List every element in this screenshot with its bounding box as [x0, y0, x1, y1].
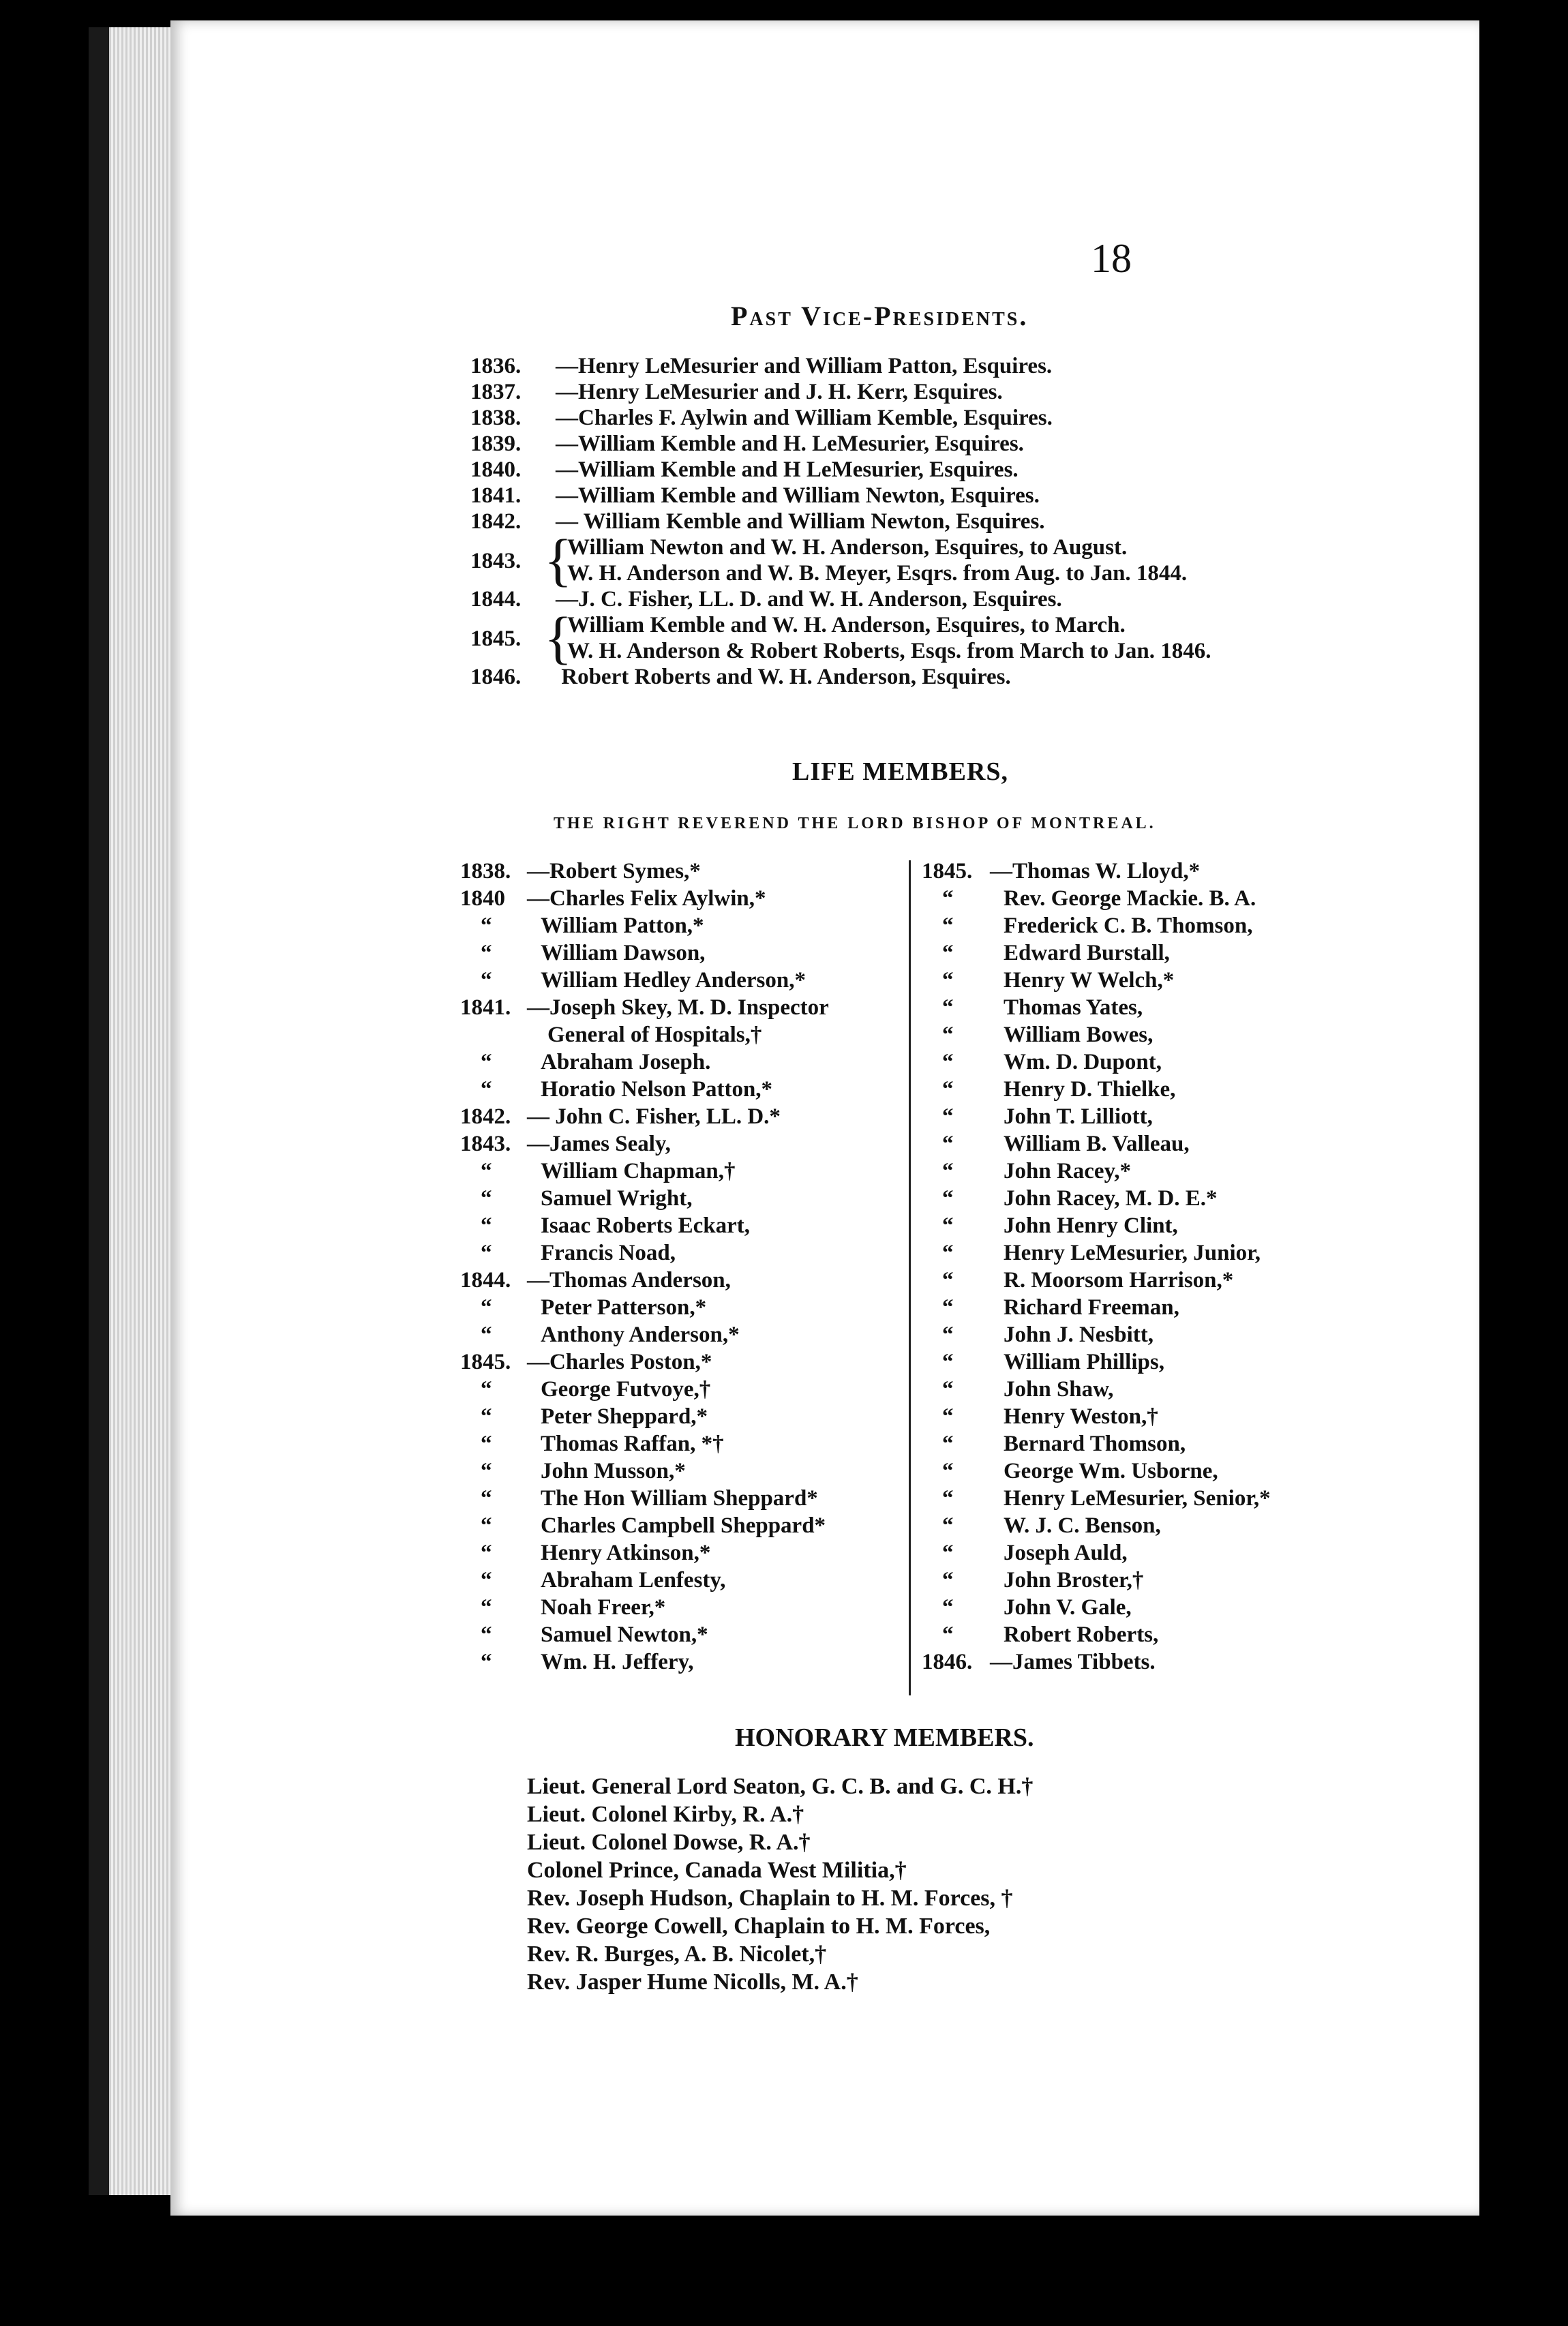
member-name: George Futvoye,† — [541, 1377, 711, 1402]
member-row — [922, 1021, 1453, 1048]
member-name: John Racey, M. D. E.* — [1004, 1186, 1218, 1211]
member-year: “ — [481, 1295, 492, 1320]
honorary-members-heading: HONORARY MEMBERS. — [735, 1723, 1034, 1752]
vp-entry — [470, 405, 1425, 431]
brace: { — [544, 527, 573, 592]
member-row — [460, 1212, 910, 1239]
member-year: “ — [942, 1050, 954, 1074]
member-year: “ — [481, 1186, 492, 1211]
member-name: John Broster,† — [1004, 1568, 1144, 1592]
member-name: Charles Campbell Sheppard* — [541, 1513, 826, 1538]
honorary-member: Rev. Joseph Hudson, Chaplain to H. M. Forces, † — [527, 1886, 1013, 1911]
member-year: “ — [942, 1186, 954, 1211]
vp-entry — [470, 664, 1425, 690]
member-name: Joseph Auld, — [1004, 1541, 1128, 1565]
member-name: William B. Valleau, — [1004, 1132, 1190, 1156]
vp-year: 1841. — [470, 483, 522, 508]
member-name: Thomas Raffan, *† — [541, 1432, 724, 1456]
vp-entry — [470, 431, 1425, 457]
bishop-line: THE RIGHT REVEREND THE LORD BISHOP OF MONTREAL. — [554, 815, 1156, 832]
member-row — [922, 1212, 1453, 1239]
member-name: Rev. George Mackie. B. A. — [1004, 886, 1256, 911]
vp-text: —Henry LeMesurier and William Patton, Esquires. — [556, 354, 1053, 378]
member-row — [460, 1594, 910, 1621]
vp-text: Robert Roberts and W. H. Anderson, Esquires. — [556, 665, 1011, 689]
member-year: “ — [481, 1568, 492, 1592]
member-year: “ — [942, 1568, 954, 1592]
honorary-members-list — [527, 1772, 1033, 1996]
member-year: “ — [481, 1404, 492, 1429]
member-year: “ — [481, 1213, 492, 1238]
member-name: John J. Nesbitt, — [1004, 1323, 1154, 1347]
member-year: “ — [481, 1622, 492, 1647]
member-name: Francis Noad, — [541, 1241, 676, 1265]
member-name: Horatio Nelson Patton,* — [541, 1077, 773, 1102]
member-row — [922, 967, 1453, 994]
member-name: Wm. D. Dupont, — [1004, 1050, 1162, 1074]
vp-text: —William Kemble and H LeMesurier, Esquires. — [556, 457, 1019, 482]
member-row — [460, 1021, 910, 1048]
member-row — [460, 1321, 910, 1348]
vp-year: 1840. — [470, 457, 522, 482]
member-year: 1841. — [460, 995, 511, 1020]
member-name: —James Tibbets. — [990, 1650, 1156, 1674]
member-name: Isaac Roberts Eckart, — [541, 1213, 751, 1238]
member-row — [922, 1321, 1453, 1348]
member-year: “ — [942, 1268, 954, 1293]
member-year: “ — [942, 1541, 954, 1565]
member-row — [922, 885, 1453, 912]
honorary-member: Lieut. Colonel Kirby, R. A.† — [527, 1802, 804, 1827]
vp-text: — William Kemble and William Newton, Esquires. — [556, 509, 1045, 534]
member-name: —Thomas Anderson, — [527, 1268, 731, 1293]
vp-year: 1838. — [470, 406, 522, 430]
member-name: Peter Patterson,* — [541, 1295, 707, 1320]
member-name: William Dawson, — [541, 941, 706, 965]
member-row — [922, 1485, 1453, 1512]
member-name: John Racey,* — [1004, 1159, 1132, 1183]
member-row — [922, 1185, 1453, 1212]
member-row — [922, 1130, 1453, 1158]
vp-entry — [470, 483, 1425, 509]
page-number: 18 — [1091, 236, 1132, 281]
vp-year: 1844. — [470, 587, 522, 611]
member-year: “ — [481, 1595, 492, 1620]
vp-entry — [470, 509, 1425, 534]
vp-year: 1842. — [470, 509, 522, 534]
member-name: John Shaw, — [1004, 1377, 1114, 1402]
vp-text: W. H. Anderson & Robert Roberts, Esqs. from March to Jan. 1846. — [567, 639, 1211, 663]
member-year: 1845. — [922, 859, 973, 883]
member-row — [922, 1348, 1453, 1376]
member-year: “ — [481, 1377, 492, 1402]
member-row — [460, 885, 910, 912]
vp-year: 1836. — [470, 354, 522, 378]
past-vice-presidents-heading: Past Vice-Presidents. — [731, 301, 1029, 331]
member-row — [460, 1348, 910, 1376]
vp-text: —William Kemble and William Newton, Esquires. — [556, 483, 1040, 508]
member-year: 1843. — [460, 1132, 511, 1156]
member-row — [460, 1648, 910, 1676]
member-row — [922, 1567, 1453, 1594]
member-year: “ — [481, 913, 492, 938]
honorary-member: Rev. Jasper Hume Nicolls, M. A.† — [527, 1969, 858, 1995]
life-members-heading: LIFE MEMBERS, — [792, 757, 1009, 786]
member-row — [922, 912, 1453, 939]
member-row — [922, 994, 1453, 1021]
member-name: Peter Sheppard,* — [541, 1404, 708, 1429]
member-row — [922, 1158, 1453, 1185]
member-year: “ — [942, 886, 954, 911]
member-row — [460, 1158, 910, 1185]
member-row — [460, 1567, 910, 1594]
member-name: W. J. C. Benson, — [1004, 1513, 1161, 1538]
member-name: — John C. Fisher, LL. D.* — [527, 1104, 781, 1129]
member-year: “ — [481, 1486, 492, 1511]
member-year: “ — [481, 941, 492, 965]
member-row — [460, 1103, 910, 1130]
vp-year: 1846. — [470, 665, 522, 689]
vp-entry-1843 — [470, 527, 1425, 592]
member-name: Frederick C. B. Thomson, — [1004, 913, 1253, 938]
member-name: George Wm. Usborne, — [1004, 1459, 1218, 1483]
member-year: “ — [942, 1323, 954, 1347]
member-name: William Bowes, — [1004, 1023, 1154, 1047]
member-row — [922, 1267, 1453, 1294]
vp-text: —William Kemble and H. LeMesurier, Esquires. — [556, 432, 1024, 456]
member-name: Samuel Wright, — [541, 1186, 693, 1211]
member-year: “ — [942, 1404, 954, 1429]
member-row — [922, 1512, 1453, 1539]
member-row — [460, 967, 910, 994]
member-name: Wm. H. Jeffery, — [541, 1650, 694, 1674]
member-row — [460, 1267, 910, 1294]
member-row — [460, 1621, 910, 1648]
member-year: “ — [942, 1213, 954, 1238]
member-name: Henry LeMesurier, Senior,* — [1004, 1486, 1271, 1511]
member-name: William Phillips, — [1004, 1350, 1164, 1374]
vp-text: William Kemble and W. H. Anderson, Esquires, to March. — [567, 613, 1126, 637]
member-row — [922, 1239, 1453, 1267]
member-name: Edward Burstall, — [1004, 941, 1170, 965]
member-year: “ — [942, 1132, 954, 1156]
member-name: Samuel Newton,* — [541, 1622, 708, 1647]
vp-entry — [470, 586, 1425, 612]
honorary-member: Rev. George Cowell, Chaplain to H. M. Forces, — [527, 1914, 991, 1939]
member-row — [460, 1512, 910, 1539]
member-row — [922, 1621, 1453, 1648]
member-row — [460, 939, 910, 967]
member-row — [922, 1103, 1453, 1130]
vp-year: 1837. — [470, 380, 522, 404]
member-year: 1846. — [922, 1650, 973, 1674]
vp-entry — [470, 353, 1425, 379]
member-row — [922, 1076, 1453, 1103]
member-year: “ — [942, 995, 954, 1020]
member-year: “ — [481, 1159, 492, 1183]
member-row — [460, 1130, 910, 1158]
vp-text: —Charles F. Aylwin and William Kemble, Esquires. — [556, 406, 1053, 430]
member-year: “ — [942, 1350, 954, 1374]
member-row — [922, 1294, 1453, 1321]
brace: { — [544, 605, 573, 670]
member-year: “ — [942, 1513, 954, 1538]
member-row — [460, 1376, 910, 1403]
vp-entry — [470, 379, 1425, 405]
member-year: “ — [481, 968, 492, 993]
member-name: —Charles Felix Aylwin,* — [527, 886, 766, 911]
member-row — [460, 1294, 910, 1321]
member-year: “ — [942, 1023, 954, 1047]
vp-entry-1845 — [470, 605, 1425, 670]
member-row — [922, 1539, 1453, 1567]
vp-year: 1839. — [470, 432, 522, 456]
member-row — [460, 1430, 910, 1457]
life-members-left-column — [460, 858, 910, 1676]
member-name: Henry Atkinson,* — [541, 1541, 711, 1565]
member-row — [460, 1048, 910, 1076]
member-name: Henry W Welch,* — [1004, 968, 1175, 993]
member-year: 1844. — [460, 1268, 511, 1293]
member-year: 1842. — [460, 1104, 511, 1129]
member-year: “ — [481, 1650, 492, 1674]
vp-text: —Henry LeMesurier and J. H. Kerr, Esquires. — [556, 380, 1003, 404]
vp-text: —J. C. Fisher, LL. D. and W. H. Anderson, Esquires. — [556, 587, 1062, 611]
member-row — [922, 939, 1453, 967]
member-row — [460, 858, 910, 885]
vp-year: 1843. — [470, 549, 522, 573]
member-name: Henry Weston,† — [1004, 1404, 1158, 1429]
member-row — [922, 1376, 1453, 1403]
member-year: 1838. — [460, 859, 511, 883]
member-name: —Robert Symes,* — [527, 859, 701, 883]
member-name: R. Moorsom Harrison,* — [1004, 1268, 1234, 1293]
member-row — [460, 1076, 910, 1103]
member-year: 1840 — [460, 886, 505, 911]
member-year: “ — [942, 941, 954, 965]
member-name: John Henry Clint, — [1004, 1213, 1178, 1238]
past-vice-presidents-list — [470, 353, 1425, 690]
member-row — [922, 1403, 1453, 1430]
member-row — [922, 858, 1453, 885]
member-year: “ — [942, 1241, 954, 1265]
member-name: Richard Freeman, — [1004, 1295, 1179, 1320]
member-year: “ — [942, 1377, 954, 1402]
member-year: “ — [481, 1050, 492, 1074]
member-year: “ — [481, 1241, 492, 1265]
member-year: “ — [481, 1513, 492, 1538]
member-row — [460, 1485, 910, 1512]
member-row — [460, 1403, 910, 1430]
member-name: Bernard Thomson, — [1004, 1432, 1186, 1456]
member-name: John T. Lilliott, — [1004, 1104, 1153, 1129]
member-name: William Chapman,† — [541, 1159, 736, 1183]
honorary-member: Colonel Prince, Canada West Militia,† — [527, 1858, 907, 1883]
member-year: “ — [942, 1459, 954, 1483]
member-year: “ — [942, 1486, 954, 1511]
member-name: John V. Gale, — [1004, 1595, 1132, 1620]
member-row — [460, 1185, 910, 1212]
member-name: —Thomas W. Lloyd,* — [990, 859, 1201, 883]
member-name: John Musson,* — [541, 1459, 686, 1483]
member-row — [460, 912, 910, 939]
vp-text: W. H. Anderson and W. B. Meyer, Esqrs. from Aug. to Jan. 1844. — [567, 561, 1188, 586]
member-year: “ — [942, 1595, 954, 1620]
honorary-member: Lieut. Colonel Dowse, R. A.† — [527, 1830, 811, 1855]
member-name: Abraham Joseph. — [541, 1050, 711, 1074]
member-name: William Patton,* — [541, 913, 704, 938]
member-year: “ — [942, 1077, 954, 1102]
member-year: “ — [481, 1541, 492, 1565]
vp-text: William Newton and W. H. Anderson, Esquires, to August. — [567, 535, 1128, 560]
member-name: Abraham Lenfesty, — [541, 1568, 726, 1592]
member-year: “ — [481, 1323, 492, 1347]
member-row — [922, 1430, 1453, 1457]
member-row — [922, 1457, 1453, 1485]
member-name: Anthony Anderson,* — [541, 1323, 740, 1347]
member-row — [922, 1048, 1453, 1076]
member-row — [460, 1539, 910, 1567]
member-name: —Joseph Skey, M. D. Inspector — [527, 995, 829, 1020]
member-year: “ — [481, 1459, 492, 1483]
member-name: Henry D. Thielke, — [1004, 1077, 1176, 1102]
member-year: 1845. — [460, 1350, 511, 1374]
member-row — [460, 1457, 910, 1485]
member-year: “ — [942, 1622, 954, 1647]
member-year: “ — [942, 913, 954, 938]
member-name: —Charles Poston,* — [527, 1350, 712, 1374]
member-year: “ — [942, 1159, 954, 1183]
member-row — [460, 994, 910, 1021]
member-year: “ — [942, 1295, 954, 1320]
vp-entry — [470, 457, 1425, 483]
member-row — [922, 1594, 1453, 1621]
member-name: Noah Freer,* — [541, 1595, 666, 1620]
honorary-member: Lieut. General Lord Seaton, G. C. B. and G. C. H.† — [527, 1774, 1034, 1799]
vp-year: 1845. — [470, 626, 522, 651]
member-year: “ — [481, 1077, 492, 1102]
life-members-right-column — [922, 858, 1453, 1676]
member-name: General of Hospitals,† — [547, 1023, 762, 1047]
member-year: “ — [942, 1432, 954, 1456]
member-name: Henry LeMesurier, Junior, — [1004, 1241, 1261, 1265]
member-year: “ — [481, 1432, 492, 1456]
member-year: “ — [942, 968, 954, 993]
member-name: —James Sealy, — [527, 1132, 671, 1156]
member-name: The Hon William Sheppard* — [541, 1486, 818, 1511]
member-name: Thomas Yates, — [1004, 995, 1143, 1020]
member-name: William Hedley Anderson,* — [541, 968, 806, 993]
member-name: Robert Roberts, — [1004, 1622, 1159, 1647]
member-row — [922, 1648, 1453, 1676]
member-year: “ — [942, 1104, 954, 1129]
honorary-member: Rev. R. Burges, A. B. Nicolet,† — [527, 1942, 827, 1967]
member-row — [460, 1239, 910, 1267]
